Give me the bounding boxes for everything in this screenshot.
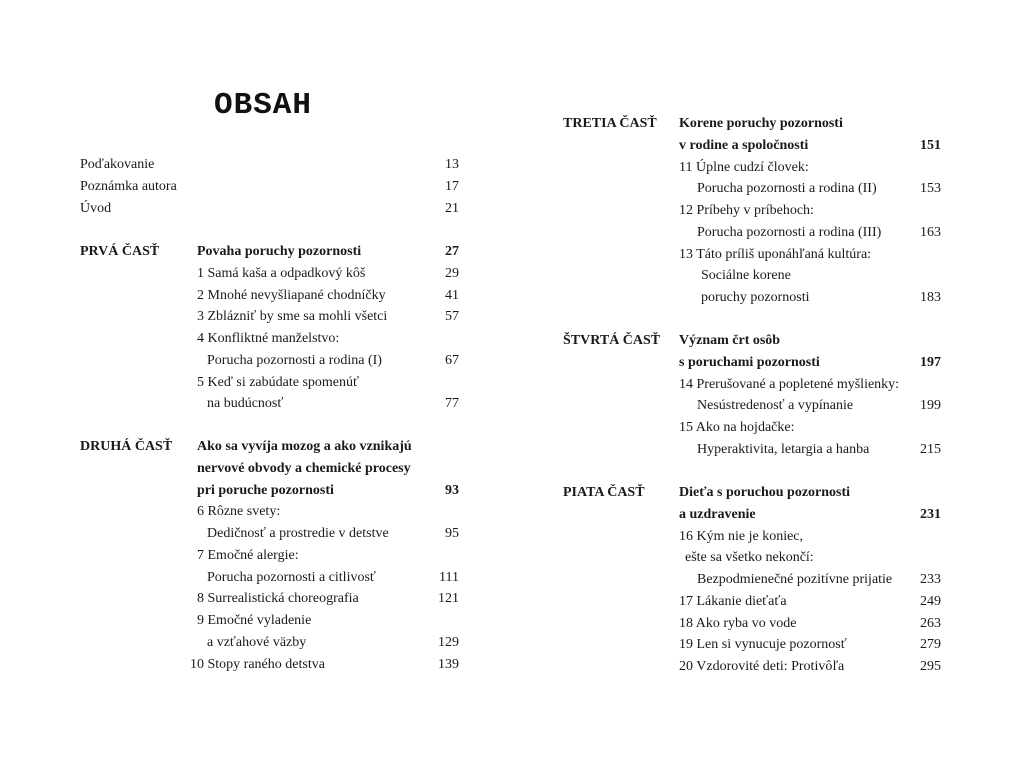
chapter-title: na budúcnosť bbox=[207, 396, 284, 412]
chapter-title: Bezpodmienečné pozitívne prijatie bbox=[697, 572, 893, 587]
chapter-title: ešte sa všetko nekončí: bbox=[685, 550, 814, 566]
page-number: 17 bbox=[445, 178, 459, 194]
page-number: 153 bbox=[920, 181, 941, 197]
page-number: 77 bbox=[445, 396, 459, 412]
chapter-title: 5 Keď si zabúdate spomenúť bbox=[197, 374, 359, 390]
part-title: Význam črt osôb bbox=[679, 333, 781, 348]
chapter-title: 8 Surrealistická choreografia bbox=[197, 591, 359, 607]
page-number: 263 bbox=[920, 615, 941, 631]
page-number: 163 bbox=[920, 224, 941, 240]
chapter-title: 7 Emočné alergie: bbox=[197, 547, 299, 563]
chapter-title: Porucha pozornosti a citlivosť bbox=[207, 569, 376, 585]
part-label: DRUHÁ ČASŤ bbox=[80, 439, 173, 454]
chapter-title: 15 Ako na hojdačke: bbox=[679, 420, 795, 435]
page-number: 21 bbox=[445, 200, 459, 216]
page-number: 121 bbox=[438, 591, 459, 607]
part-title: Korene poruchy pozornosti bbox=[679, 116, 843, 131]
chapter-title: 11 Úplne cudzí človek: bbox=[679, 159, 809, 175]
page-number: 139 bbox=[438, 656, 459, 672]
page-number: 233 bbox=[920, 572, 941, 587]
part-title: Dieťa s poruchou pozornosti bbox=[679, 485, 851, 500]
part-title: Povaha poruchy pozornosti bbox=[197, 244, 362, 259]
page-number: 29 bbox=[445, 265, 459, 281]
chapter-title: 2 Mnohé nevyšliapané chodníčky bbox=[197, 287, 386, 303]
page-number: 13 bbox=[445, 157, 459, 172]
chapter-title: 18 Ako ryba vo vode bbox=[679, 615, 797, 631]
page-number: 295 bbox=[920, 659, 941, 674]
page-number: 199 bbox=[920, 398, 941, 414]
chapter-title: 20 Vzdorovité deti: Protivôľa bbox=[679, 659, 845, 674]
chapter-title: 13 Táto príliš uponáhľaná kultúra: bbox=[679, 246, 872, 262]
part-page-number: 93 bbox=[445, 482, 459, 498]
chapter-title: 17 Lákanie dieťaťa bbox=[679, 593, 787, 609]
chapter-title: 9 Emočné vyladenie bbox=[197, 613, 312, 628]
chapter-title: Porucha pozornosti a rodina (I) bbox=[207, 352, 382, 368]
part-title: a uzdravenie bbox=[679, 506, 756, 522]
page-title: OBSAH bbox=[214, 88, 313, 123]
page-number: 111 bbox=[439, 569, 459, 585]
chapter-title: 4 Konfliktné manželstvo: bbox=[197, 331, 340, 346]
chapter-title: a vzťahové väzby bbox=[207, 634, 307, 650]
part-title: Ako sa vyvíja mozog a ako vznikajú bbox=[197, 439, 412, 454]
chapter-title: Hyperaktivita, letargia a hanba bbox=[697, 441, 870, 457]
chapter-title: 14 Prerušované a popletené myšlienky: bbox=[679, 376, 900, 392]
front-matter-label: Poznámka autora bbox=[80, 178, 177, 194]
chapter-title: Nesústredenosť a vypínanie bbox=[697, 398, 854, 414]
part-page-number: 151 bbox=[920, 137, 941, 153]
part-label: TRETIA ČASŤ bbox=[563, 116, 657, 131]
chapter-title: 10 Stopy raného detstva bbox=[190, 656, 325, 672]
front-matter-label: Poďakovanie bbox=[80, 157, 155, 172]
chapter-title: 12 Príbehy v príbehoch: bbox=[679, 203, 814, 218]
chapter-title: Porucha pozornosti a rodina (III) bbox=[697, 224, 882, 240]
front-matter-label: Úvod bbox=[80, 200, 112, 216]
chapter-title: 19 Len si vynucuje pozornosť bbox=[679, 637, 847, 653]
chapter-title: poruchy pozornosti bbox=[701, 290, 810, 305]
page-number: 215 bbox=[920, 441, 941, 457]
part-title: v rodine a spoločnosti bbox=[679, 137, 809, 153]
chapter-title: Porucha pozornosti a rodina (II) bbox=[697, 181, 877, 197]
part-title: nervové obvody a chemické procesy bbox=[197, 460, 411, 476]
chapter-title: 1 Samá kaša a odpadkový kôš bbox=[197, 265, 366, 281]
page-number: 279 bbox=[920, 637, 941, 653]
page-number: 57 bbox=[445, 309, 459, 325]
chapter-title: 16 Kým nie je koniec, bbox=[679, 528, 804, 544]
part-label: ŠTVRTÁ ČASŤ bbox=[563, 333, 661, 348]
page-number: 67 bbox=[445, 352, 459, 368]
page-number: 41 bbox=[445, 287, 459, 303]
page-number: 183 bbox=[920, 290, 941, 305]
page-number: 249 bbox=[920, 593, 941, 609]
part-page-number: 197 bbox=[920, 354, 941, 370]
part-label: PIATA ČASŤ bbox=[563, 485, 645, 500]
chapter-title: 3 Zblázniť by sme sa mohli všetci bbox=[197, 309, 388, 325]
page-number: 129 bbox=[438, 634, 459, 650]
part-title: pri poruche pozornosti bbox=[197, 482, 334, 498]
part-page-number: 231 bbox=[920, 506, 941, 522]
chapter-title: Sociálne korene bbox=[701, 268, 791, 284]
chapter-title: 6 Rôzne svety: bbox=[197, 504, 281, 520]
page-number: 95 bbox=[445, 526, 459, 541]
chapter-title: Dedičnosť a prostredie v detstve bbox=[207, 526, 389, 541]
part-title: s poruchami pozornosti bbox=[679, 354, 820, 370]
part-label: PRVÁ ČASŤ bbox=[80, 244, 160, 259]
part-page-number: 27 bbox=[445, 244, 459, 259]
